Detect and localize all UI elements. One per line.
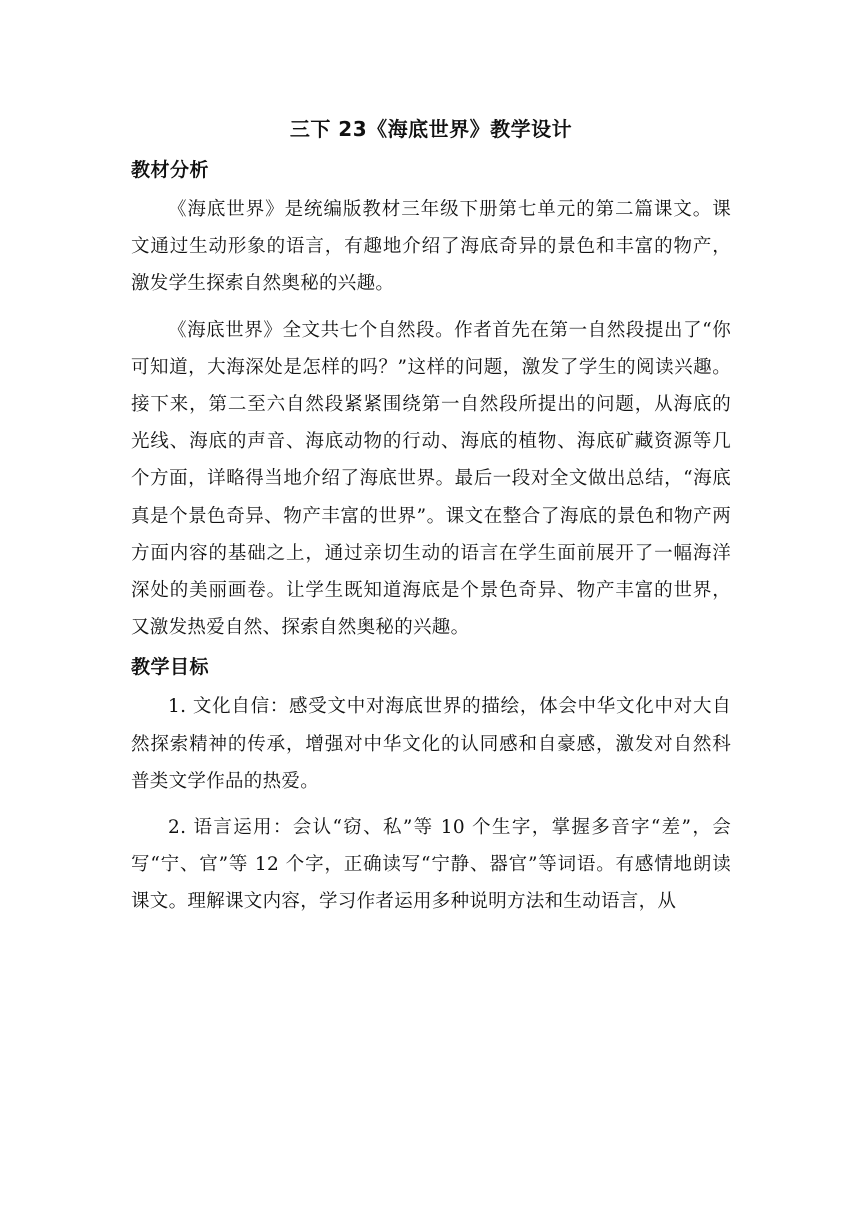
document-body	[131, 112, 731, 921]
section-heading-teaching-goals: 教学目标	[131, 656, 210, 679]
paragraph-text-structure: 《海底世界》全文共七个自然段。作者首先在第一自然段提出了“你可知道，大海深处是怎样的吗？”这样的问题，激发了学生的阅读兴趣。接下来，第二至六自然段紧紧围绕第一自然段所提出的问题，从海底的光线、海底的声音、海底动物的行动、海底的植物、海底矿藏资源等几个方面，详略得当地介绍了海底世界。最后一段对全文做出总结，“海底真是个景色奇异、物产丰富的世界”。课文在整合了海底的景色和物产两方面内容的基础之上，通过亲切生动的语言在学生面前展开了一幅海洋深处的美丽画卷。让学生既知道海底是个景色奇异、物产丰富的世界，又激发热爱自然、探索自然奥秘的兴趣。	[131, 319, 731, 639]
section-heading-textbook-analysis: 教材分析	[131, 159, 210, 181]
paragraph-textbook-overview: 《海底世界》是统编版教材三年级下册第七单元的第二篇课文。课文通过生动形象的语言，有趣地介绍了海底奇异的景色和丰富的物产，激发学生探索自然奥秘的兴趣。	[131, 199, 731, 295]
document-title: 三下 23《海底世界》教学设计	[289, 117, 573, 141]
paragraph-goal-cultural-confidence: 1. 文化自信：感受文中对海底世界的描绘，体会中华文化中对大自然探索精神的传承，增强对中华文化的认同感和自豪感，激发对自然科普类文学作品的热爱。	[131, 696, 731, 792]
paragraph-goal-language-use: 2. 语言运用：会认“窃、私”等 10 个生字，掌握多音字“差”，会写“宁、官”等 12 个字，正确读写“宁静、器官”等词语。有感情地朗读课文。理解课文内容，学习作者运用多种说明方法和生动语言，从	[131, 817, 731, 913]
